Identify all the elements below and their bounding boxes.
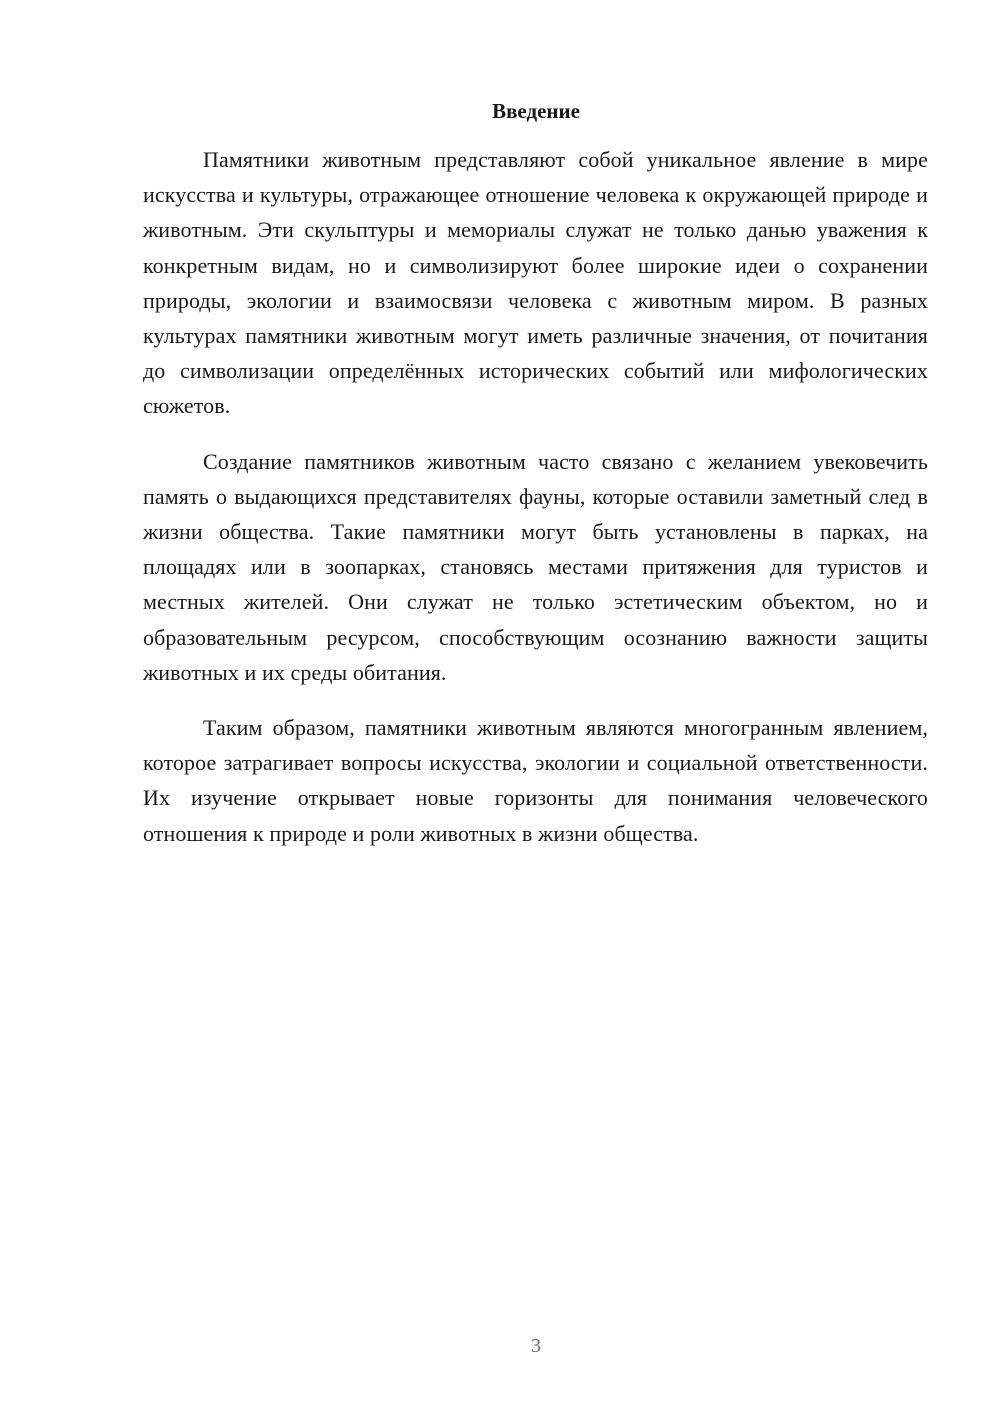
document-body (143, 142, 928, 871)
page-number: 3 (531, 1335, 541, 1357)
section-title: Введение (492, 99, 580, 123)
paragraph-2: Создание памятников животным часто связано с желанием увековечить память о выдающихся представителях фауны, которые оставили заметный след в жизни общества. Такие памятники могут быть установлены в парках, на площадях или в зоопарках, становясь местами притяжения для туристов и местных жителей. Они служат не только эстетическим объектом, но и образовательным ресурсом, способствующим осознанию важности защиты животных и их среды обитания. (143, 448, 928, 685)
paragraph-3: Таким образом, памятники животным являются многогранным явлением, которое затрагивает вопросы искусства, экологии и социальной ответственности. Их изучение открывает новые горизонты для понимания человеческого отношения к природе и роли животных в жизни общества. (143, 715, 928, 846)
paragraph-1: Памятники животным представляют собой уникальное явление в мире искусства и культуры, отражающее отношение человека к окружающей природе и животным. Эти скульптуры и мемориалы служат не только данью уважения к конкретным видам, но и символизируют более широкие идеи о сохранении природы, экологии и взаимосвязи человека с животным миром. В разных культурах памятники животным могут иметь различные значения, от почитания до символизации определённых исторических событий или мифологических сюжетов. (143, 147, 928, 419)
